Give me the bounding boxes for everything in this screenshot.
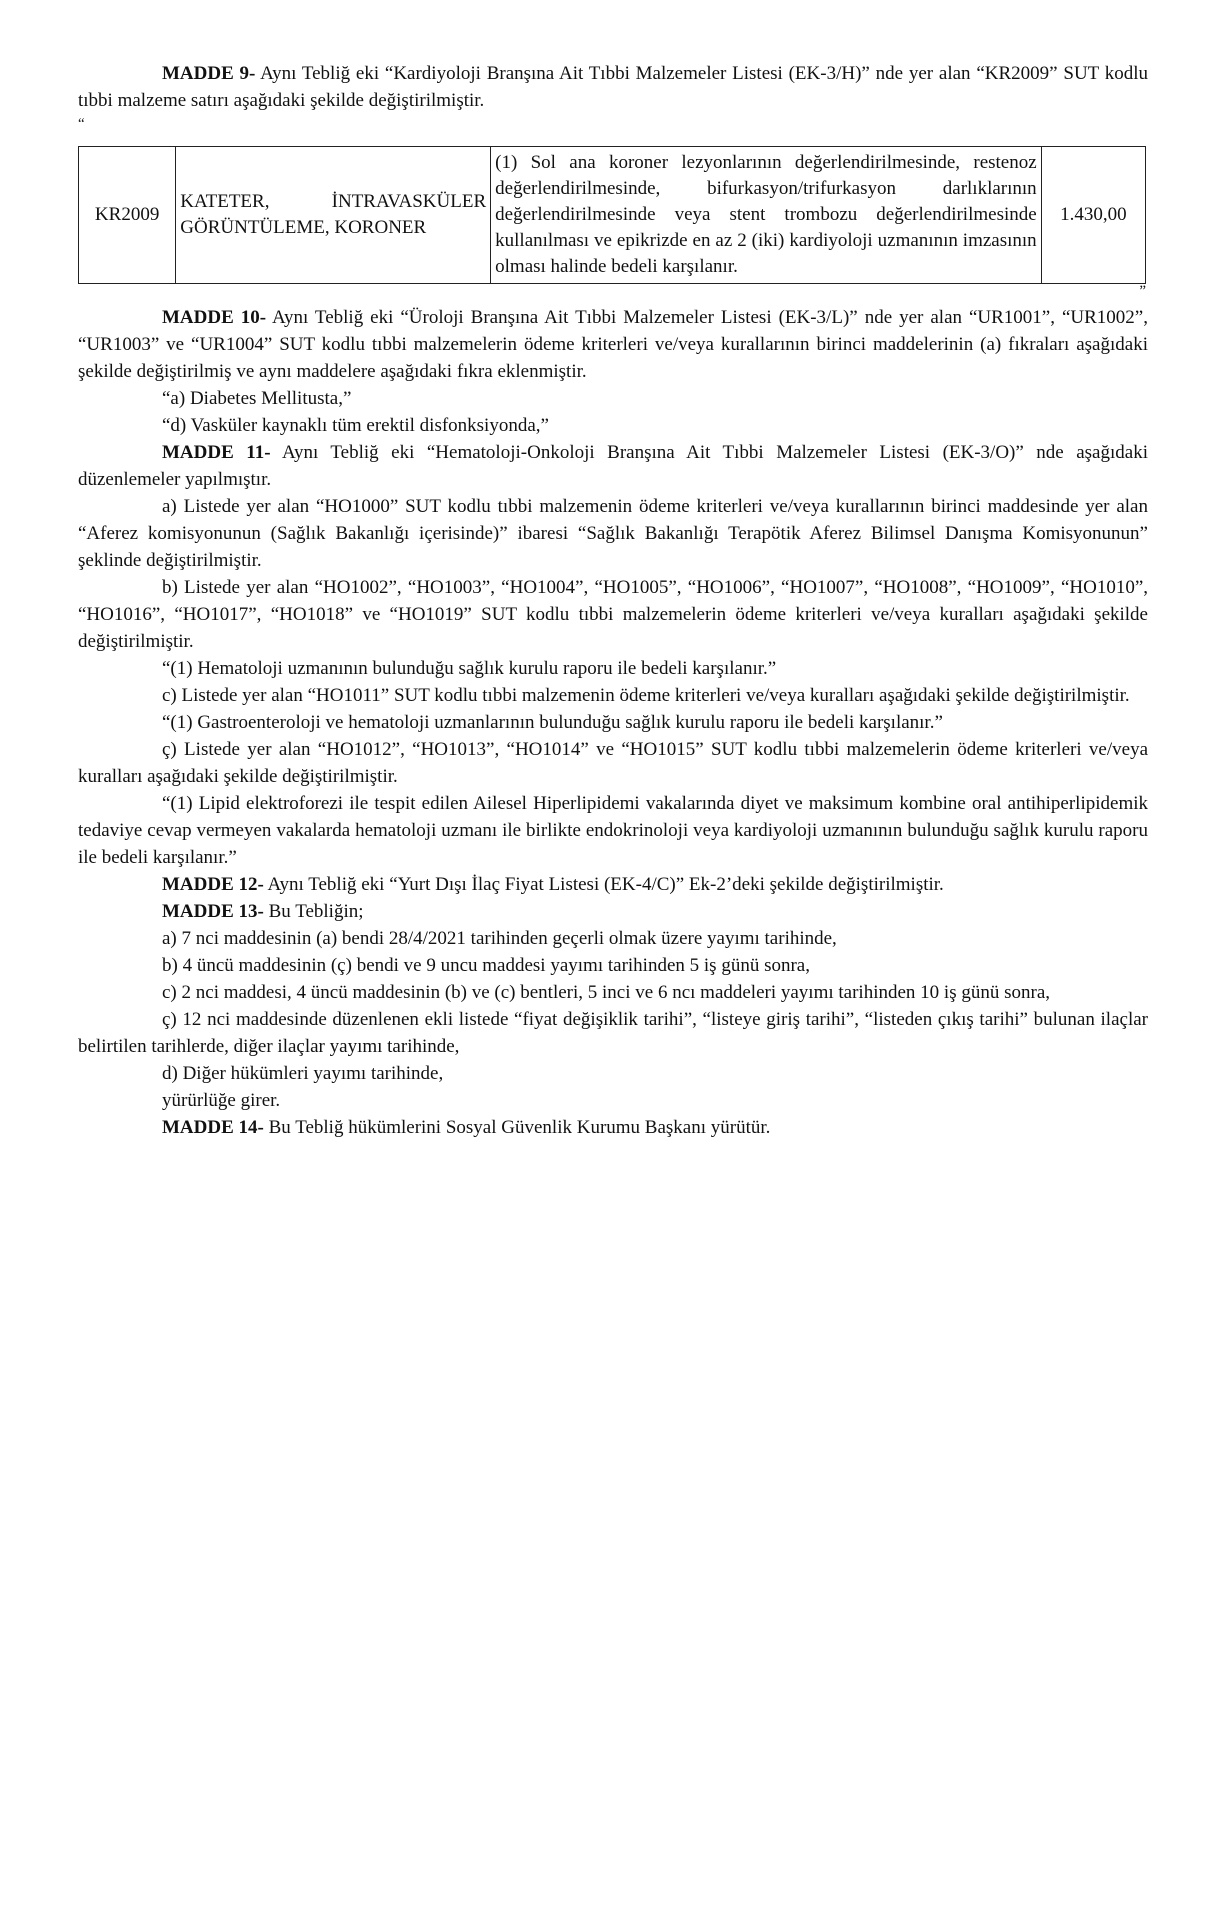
article-10-heading: MADDE 10- <box>162 307 267 328</box>
document-page <box>78 60 1148 1141</box>
article-10-quote-a: “a) Diabetes Mellitusta,” <box>162 388 352 409</box>
article-9-text: Aynı Tebliğ eki “Kardiyoloji Branşına Ait Tıbbi Malzemeler Listesi (EK-3/H)” nde yer alan “KR2009” SUT kodlu tıbbi malzeme satırı aşağıdaki şekilde değiştirilmiştir. <box>78 63 1148 111</box>
sut-table <box>78 146 1146 284</box>
article-11-item-cc-quote: “(1) Lipid elektroforezi ile tespit edilen Ailesel Hiperlipidemi vakalarında diyet ve maksimum kombine oral antihiperlipidemik tedaviye cevap vermeyen vakalarda hematoloji uzmanı ile birlikte endokrinoloji veya kardiyoloji uzmanının bulunduğu sağlık kurulu raporu ile bedeli karşılanır.” <box>78 793 1148 868</box>
article-11-item-cc: ç) Listede yer alan “HO1012”, “HO1013”, “HO1014” ve “HO1015” SUT kodlu tıbbi malzemelerin ödeme kriterleri ve/veya kuralları aşağıdaki şekilde değiştirilmiştir. <box>78 739 1148 787</box>
article-11-item-c-quote: “(1) Gastroenteroloji ve hematoloji uzmanlarının bulunduğu sağlık kurulu raporu ile bedeli karşılanır.” <box>162 712 943 733</box>
article-10-quote-d: “d) Vasküler kaynaklı tüm erektil disfonksiyonda,” <box>162 415 549 436</box>
article-11-text: Aynı Tebliğ eki “Hematoloji-Onkoloji Branşına Ait Tıbbi Malzemeler Listesi (EK-3/O)” nde aşağıdaki düzenlemeler yapılmıştır. <box>78 442 1148 490</box>
article-13-item-cc: ç) 12 nci maddesinde düzenlenen ekli listede “fiyat değişiklik tarihi”, “listeye giriş tarihi”, “listeden çıkış tarihi” bulunan ilaçlar belirtilen tarihlerde, diğer ilaçlar yayımı tarihinde, <box>78 1009 1148 1057</box>
article-12-heading: MADDE 12- <box>162 874 264 895</box>
criteria-cell: (1) Sol ana koroner lezyonlarının değerlendirilmesinde, restenoz değerlendirilmesinde, bifurkasyon/trifurkasyon darlıklarının değerlendirilmesinde veya stent trombozu değerlendirilmesinde kullanılması ve epikrizde en az 2 (iki) kardiyoloji uzmanının imzasının olması halinde bedeli karşılanır. <box>491 147 1042 284</box>
article-11-item-a: a) Listede yer alan “HO1000” SUT kodlu tıbbi malzemenin ödeme kriterleri ve/veya kurallarının birinci maddesinde yer alan “Aferez komisyonunun (Sağlık Bakanlığı içerisinde)” ibaresi “Sağlık Bakanlığı Terapötik Aferez Bilimsel Danışma Komisyonunun” şeklinde değiştirilmiştir. <box>78 496 1148 571</box>
article-13 <box>78 898 1148 925</box>
article-14-text: Bu Tebliğ hükümlerini Sosyal Güvenlik Kurumu Başkanı yürütür. <box>263 1117 771 1138</box>
table-close-quote: ” <box>1139 283 1146 299</box>
article-10-text: Aynı Tebliğ eki “Üroloji Branşına Ait Tıbbi Malzemeler Listesi (EK-3/L)” nde yer alan “UR1001”, “UR1002”, “UR1003” ve “UR1004” SUT kodlu tıbbi malzemelerin ödeme kriterleri ve/veya kurallarının birinci maddelerinin (a) fıkraları aşağıdaki şekilde değiştirilmiş ve aynı maddelere aşağıdaki fıkra eklenmiştir. <box>78 307 1148 382</box>
article-13-heading: MADDE 13- <box>162 901 264 922</box>
price-cell: 1.430,00 <box>1041 147 1145 284</box>
article-9-heading: MADDE 9- <box>162 63 256 84</box>
article-13-item-a: a) 7 nci maddesinin (a) bendi 28/4/2021 tarihinden geçerli olmak üzere yayımı tarihinde, <box>162 928 837 949</box>
article-13-item-d: d) Diğer hükümleri yayımı tarihinde, <box>162 1063 444 1084</box>
article-13-item-c: c) 2 nci maddesi, 4 üncü maddesinin (b) ve (c) bentleri, 5 inci ve 6 ncı maddeleri yayımı tarihinden 10 iş günü sonra, <box>162 982 1050 1003</box>
article-11-item-b-quote: “(1) Hematoloji uzmanının bulunduğu sağlık kurulu raporu ile bedeli karşılanır.” <box>162 658 777 679</box>
article-14 <box>78 1114 1148 1141</box>
article-11-heading: MADDE 11- <box>162 442 271 463</box>
article-13-item-b: b) 4 üncü maddesinin (ç) bendi ve 9 uncu maddesi yayımı tarihinden 5 iş günü sonra, <box>162 955 810 976</box>
article-11 <box>78 439 1148 493</box>
table-row <box>79 147 1146 284</box>
article-13-end: yürürlüğe girer. <box>162 1090 281 1111</box>
article-9 <box>78 60 1148 114</box>
article-12 <box>78 871 1148 898</box>
material-name-cell: KATETER, İNTRAVASKÜLER GÖRÜNTÜLEME, KORONER <box>176 147 491 284</box>
article-13-text: Bu Tebliğin; <box>263 901 364 922</box>
article-11-item-c: c) Listede yer alan “HO1011” SUT kodlu tıbbi malzemenin ödeme kriterleri ve/veya kuralları aşağıdaki şekilde değiştirilmiştir. <box>162 685 1130 706</box>
article-10 <box>78 304 1148 385</box>
article-11-item-b: b) Listede yer alan “HO1002”, “HO1003”, “HO1004”, “HO1005”, “HO1006”, “HO1007”, “HO1008”, “HO1009”, “HO1010”, “HO1016”, “HO1017”, “HO1018” ve “HO1019” SUT kodlu tıbbi malzemelerin ödeme kriterleri ve/veya kuralları aşağıdaki şekilde değiştirilmiştir. <box>78 577 1148 652</box>
table-open-quote: “ <box>78 116 85 132</box>
article-14-heading: MADDE 14- <box>162 1117 264 1138</box>
article-12-text: Aynı Tebliğ eki “Yurt Dışı İlaç Fiyat Listesi (EK-4/C)” Ek-2’deki şekilde değiştirilmiştir. <box>263 874 944 895</box>
sut-code-cell: KR2009 <box>79 147 176 284</box>
